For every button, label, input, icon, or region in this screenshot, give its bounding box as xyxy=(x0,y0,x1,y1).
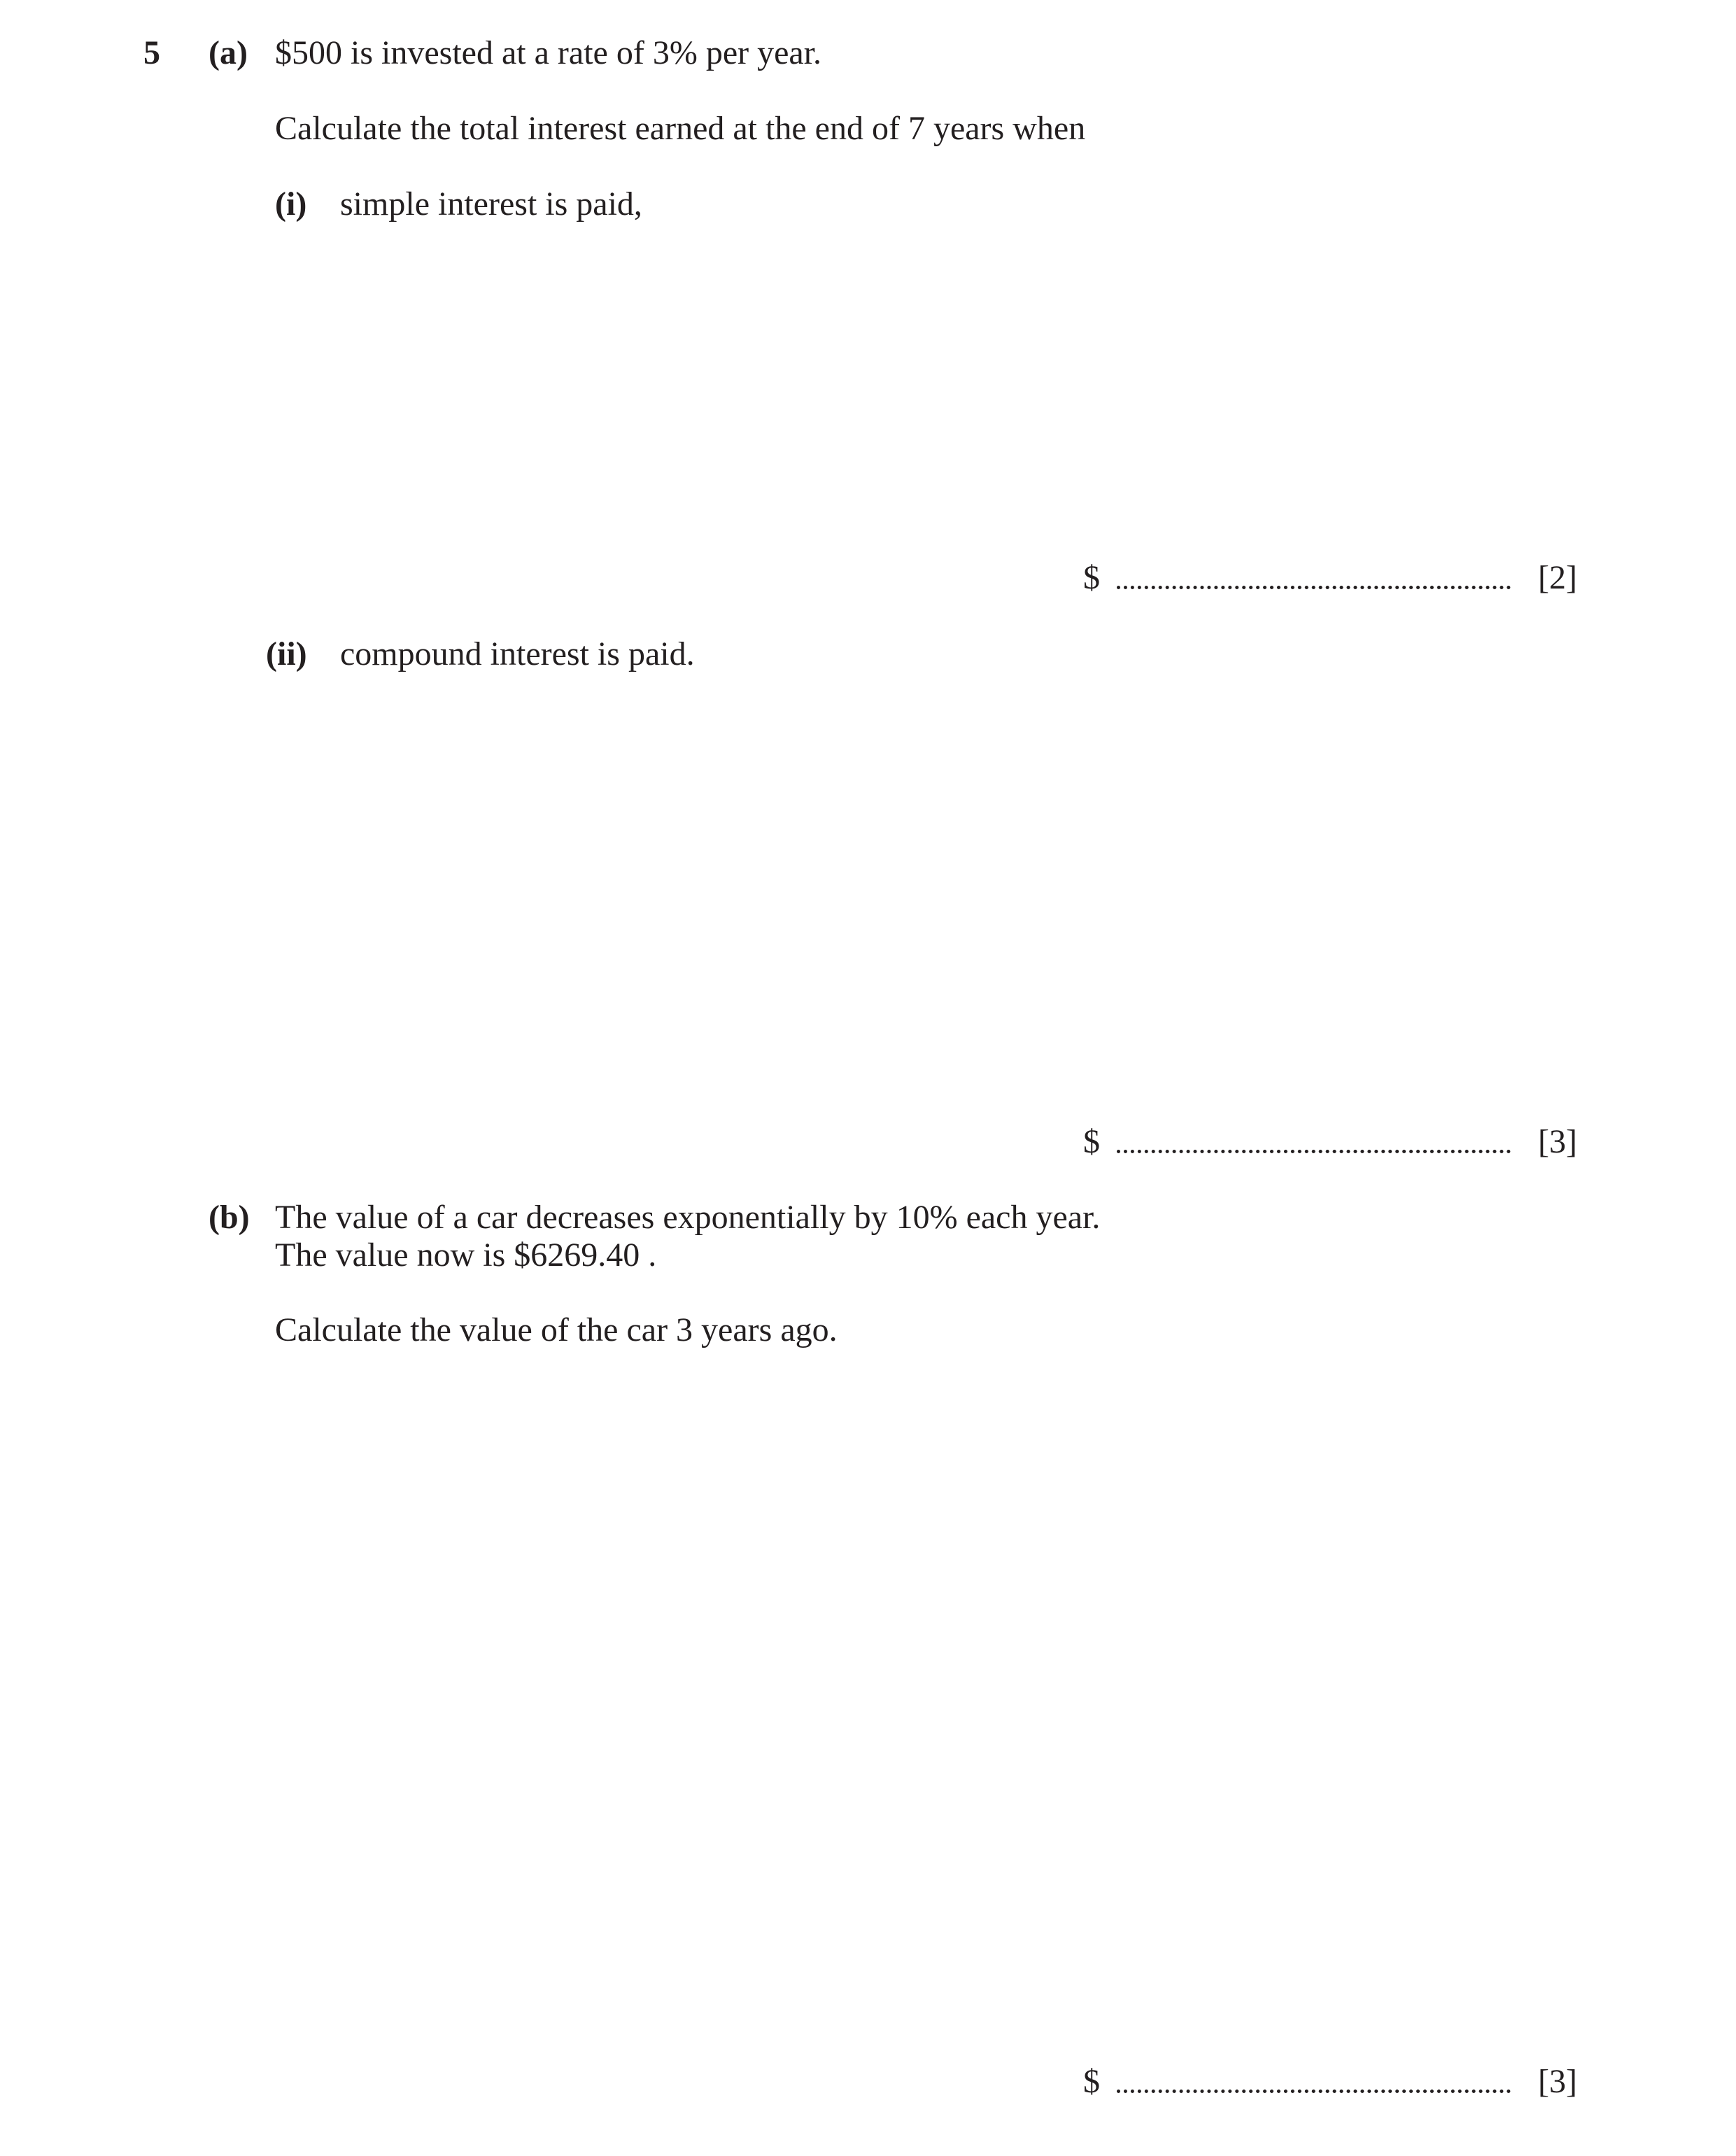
answer-ii-marks: [3] xyxy=(1538,1123,1577,1160)
answer-i-currency: $ xyxy=(1083,559,1100,596)
part-a-stem: $500 is invested at a rate of 3% per year. xyxy=(275,34,822,71)
answer-ii-currency: $ xyxy=(1083,1123,1100,1160)
question-number: 5 xyxy=(143,34,160,71)
part-a-instruction: Calculate the total interest earned at the end of 7 years when xyxy=(275,110,1086,147)
answer-i-marks: [2] xyxy=(1538,559,1577,596)
part-b-line2: The value now is $6269.40 . xyxy=(275,1236,657,1274)
sub-i-text: simple interest is paid, xyxy=(340,185,642,223)
sub-ii-label: (ii) xyxy=(266,635,307,672)
answer-b-currency: $ xyxy=(1083,2063,1100,2100)
answer-b-marks: [3] xyxy=(1538,2063,1577,2100)
part-b-line1: The value of a car decreases exponentially by 10% each year. xyxy=(275,1199,1101,1236)
part-a-label: (a) xyxy=(209,34,248,71)
sub-ii-text: compound interest is paid. xyxy=(340,635,695,672)
part-b-instruction: Calculate the value of the car 3 years ago. xyxy=(275,1311,838,1348)
part-b-label: (b) xyxy=(209,1199,250,1236)
sub-i-label: (i) xyxy=(275,185,307,223)
answer-ii-line[interactable] xyxy=(1117,1150,1511,1153)
answer-i-line[interactable] xyxy=(1117,586,1511,589)
answer-b-line[interactable] xyxy=(1117,2090,1511,2093)
